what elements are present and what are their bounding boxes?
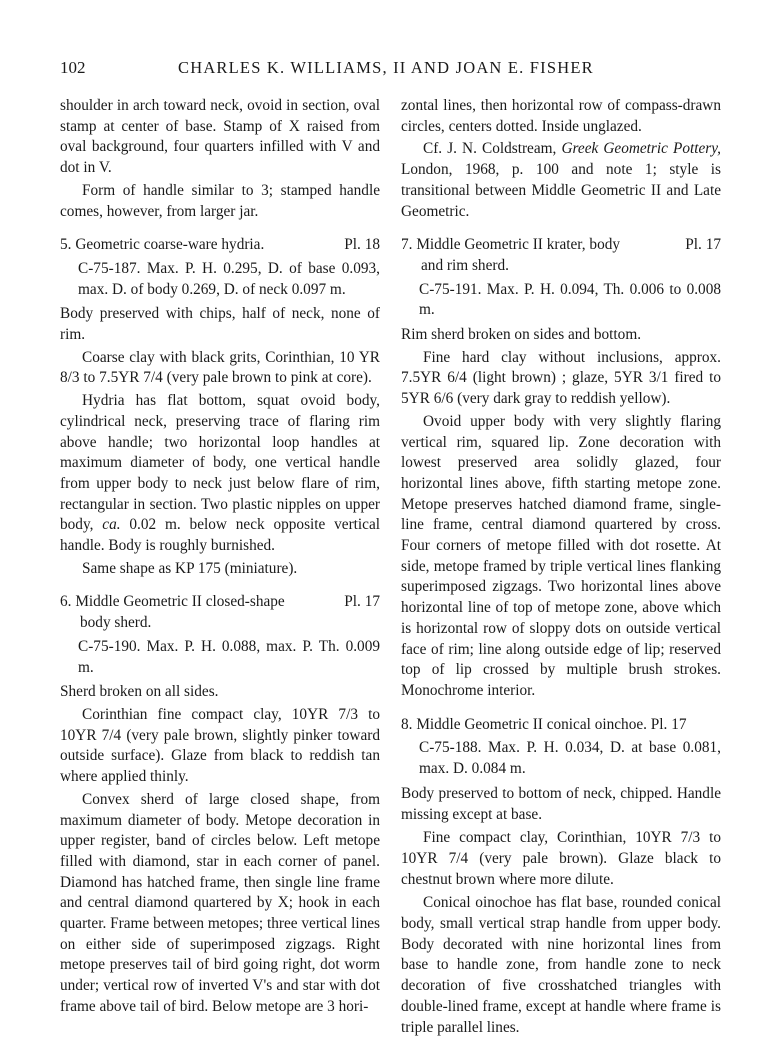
entry-8-plate: Pl. 17: [650, 715, 687, 733]
entry-6-title: Middle Geometric II closed-shape: [75, 593, 285, 611]
entry-6-title-cont: body sherd.: [80, 614, 152, 632]
entry-5-catalogue: C-75-187. Max. P. H. 0.295, D. of base 0.093, max. D. of body 0.269, D. of neck 0.097 m.: [78, 259, 380, 298]
entry-5-heading: [60, 235, 380, 256]
entry-5-text: 0.02 m. below neck opposite vertical handle. Body is roughly burnished.: [60, 516, 381, 555]
continued-paragraph: zontal lines, then horizontal row of compass-drawn circles, centers dotted. Inside unglazed.: [401, 97, 721, 135]
entry-5-text: Hydria has flat bottom, squat ovoid body, cylindrical neck, preserving trace of flaring rim above handle; two horizontal loop handles at maximum diameter of body, one vertical handle from upper body to neck just below flare of rim, rectangular in section. Two plastic nipples on upper body,: [60, 392, 380, 534]
entry-5-paragraph: Same shape as KP 175 (miniature).: [82, 559, 298, 577]
entry-5-title: Geometric coarse-ware hydria.: [75, 236, 265, 254]
entry-6-catalogue: C-75-190. Max. P. H. 0.088, max. P. Th. 0.009 m.: [78, 637, 380, 676]
entry-5-italic: ca.: [102, 516, 121, 534]
reference-text: London, 1968, p. 100 and note 1; style is transitional between Middle Geometric II and Late Geometric.: [401, 161, 721, 220]
entry-5-paragraph: Body preserved with chips, half of neck, none of rim.: [60, 305, 380, 344]
entry-7-paragraph: Rim sherd broken on sides and bottom.: [401, 326, 642, 344]
entry-6-paragraph: Corinthian fine compact clay, 10YR 7/3 to 10YR 7/4 (very pale brown, slightly pinker toward outside surface). Glaze from black to reddish tan where applied thinly.: [60, 705, 380, 786]
entry-5-plate: Pl. 18: [344, 236, 380, 254]
reference-title: Greek Geometric Pottery,: [561, 140, 722, 158]
entry-7-heading: [401, 235, 721, 276]
entry-7-paragraph: Fine hard clay without inclusions, approx. 7.5YR 6/4 (light brown) ; glaze, 5YR 3/1 fired to 5YR 6/6 (very dark gray to reddish yellow).: [401, 348, 721, 408]
entry-8-title: Middle Geometric II conical oinchoe.: [416, 715, 647, 733]
entry-7-title: Middle Geometric II krater, body: [416, 236, 621, 254]
intro-paragraph: shoulder in arch toward neck, ovoid in section, oval stamp at center of base. Stamp of X raised from oval background, four quarters infilled with V and dot in V.: [60, 97, 380, 177]
right-column: [401, 96, 721, 1040]
entry-6-number: 6.: [60, 593, 72, 611]
entry-8-heading: [401, 715, 721, 736]
entry-7-number: 7.: [401, 236, 413, 254]
reference-paragraph: [401, 139, 721, 222]
page-number: 102: [60, 58, 86, 77]
entry-6-plate: Pl. 17: [344, 593, 380, 611]
entry-7-title-cont: and rim sherd.: [421, 256, 509, 274]
entry-8-paragraph: Fine compact clay, Corinthian, 10YR 7/3 to 10YR 7/4 (very pale brown). Glaze black to chestnut brown where more dilute.: [401, 829, 721, 888]
left-column: [60, 96, 380, 1020]
entry-6-heading: [60, 592, 380, 633]
entry-8-paragraph: Body preserved to bottom of neck, chipped. Handle missing except at base.: [401, 784, 721, 823]
entry-8-number: 8.: [401, 715, 413, 733]
entry-7-catalogue: C-75-191. Max. P. H. 0.094, Th. 0.006 to 0.008 m.: [419, 280, 721, 319]
running-head: CHARLES K. WILLIAMS, II AND JOAN E. FISHER: [178, 58, 594, 77]
entry-6-paragraph: Sherd broken on all sides.: [60, 683, 219, 701]
page-header: [60, 58, 720, 84]
entry-7-plate: Pl. 17: [685, 236, 721, 254]
entry-8-catalogue: C-75-188. Max. P. H. 0.034, D. at base 0.081, max. D. 0.084 m.: [419, 739, 721, 778]
entry-5-paragraph: Coarse clay with black grits, Corinthian, 10 YR 8/3 to 7.5YR 7/4 (very pale brown to pink at core).: [60, 348, 380, 387]
entry-5-number: 5.: [60, 236, 72, 254]
entry-7-paragraph: Ovoid upper body with very slightly flaring vertical rim, squared lip. Zone decoration with lowest preserved area solidly glazed, four horizontal lines above, fifth starting metope zone. Metope preserves hatched diamond frame, single-line frame, central diamond quartered by cross. Four corners of metope filled with dot rosette. At side, metope framed by triple vertical lines flanking superimposed zigzags. Two horizontal lines above horizontal line of top of metope zone, above which is horizontal row of sloppy dots on outside vertical face of rim; line along outside edge of lip; reserved top of lip crossed by multiple brush strokes. Monochrome interior.: [401, 412, 721, 699]
intro-paragraph-2: Form of handle similar to 3; stamped handle comes, however, from larger jar.: [60, 181, 380, 220]
entry-8-paragraph: Conical oinochoe has flat base, rounded conical body, small vertical strap handle from upper body. Body decorated with nine horizontal lines from base to handle zone, from handle zone to neck decoration of five crosshatched triangles with double-lined frame, except at handle where frame is triple parallel lines.: [401, 894, 721, 1036]
entry-6-paragraph: Convex sherd of large closed shape, from maximum diameter of body. Metope decoration in upper register, band of circles below. Left metope filled with diamond, star in each corner of panel. Diamond has hatched frame, then single line frame and central diamond quartered by X; hook in each quarter. Frame between metopes; three vertical lines on either side of superimposed zigzags. Right metope preserves tail of bird going right, dot worm under; vertical row of inverted V's and star with dot frame above tail of bird. Below metope are 3 hori-: [60, 790, 380, 1015]
entry-5-paragraph: [60, 391, 380, 557]
reference-text: Cf. J. N. Coldstream,: [423, 140, 557, 158]
